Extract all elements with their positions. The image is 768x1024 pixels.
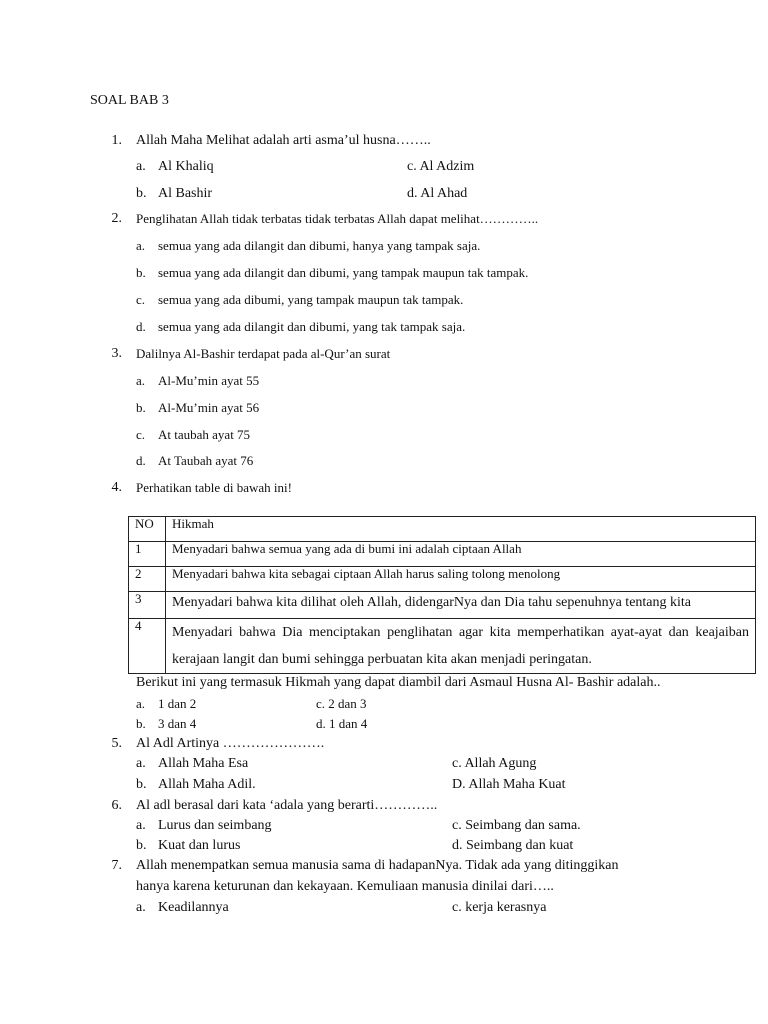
table-cell-hikmah: Menyadari bahwa kita dilihat oleh Allah, didengarNya dan Dia tahu sepenuhnya tentang kita [166, 592, 756, 619]
hikmah-table [128, 516, 756, 674]
question-number: 6. [111, 798, 122, 813]
question-text: Al Adl Artinya …………………. [136, 736, 325, 751]
option-c: c. Al Adzim [407, 159, 475, 174]
option-letter: a. [136, 818, 146, 833]
question-number: 5. [111, 736, 122, 751]
option-letter: a. [136, 373, 146, 388]
table-cell-hikmah: Menyadari bahwa Dia menciptakan penglihatan agar kita memperhatikan ayat-ayat dan keajaiban kerajaan langit dan bumi sehingga perbuatan kita akan menjadi peringatan. [166, 619, 756, 674]
table-cell-hikmah: Menyadari bahwa kita sebagai ciptaan Allah harus saling tolong menolong [166, 567, 756, 592]
option-letter: a. [136, 238, 146, 253]
question-number: 3. [111, 346, 122, 361]
question-text: Berikut ini yang termasuk Hikmah yang dapat diambil dari Asmaul Husna Al- Bashir adalah.. [136, 675, 661, 690]
option-letter: b. [136, 186, 147, 201]
option-a: Allah Maha Esa [158, 756, 249, 771]
table-header-row [129, 517, 756, 542]
option-d: D. Allah Maha Kuat [452, 777, 566, 792]
option-c: At taubah ayat 75 [158, 427, 251, 442]
option-letter: b. [136, 716, 146, 731]
table-row [129, 619, 756, 674]
question-number: 7. [111, 858, 122, 873]
question-text-continued: hanya karena keturunan dan kekayaan. Kemuliaan manusia dinilai dari….. [136, 879, 554, 894]
option-letter: b. [136, 777, 147, 792]
table-cell-hikmah: Menyadari bahwa semua yang ada di bumi ini adalah ciptaan Allah [166, 542, 756, 567]
table-header-hikmah: Hikmah [166, 517, 756, 542]
page-title: SOAL BAB 3 [90, 93, 169, 108]
option-a: semua yang ada dilangit dan dibumi, hanya yang tampak saja. [158, 238, 481, 253]
option-b: Al-Mu’min ayat 56 [158, 400, 260, 415]
option-d: semua yang ada dilangit dan dibumi, yang tak tampak saja. [158, 319, 466, 334]
option-letter: d. [136, 319, 146, 334]
question-number: 2. [111, 211, 122, 226]
option-d: At Taubah ayat 76 [158, 453, 254, 468]
question-text: Perhatikan table di bawah ini! [136, 480, 292, 495]
option-a: Lurus dan seimbang [158, 818, 272, 833]
question-text: Al adl berasal dari kata ‘adala yang berarti………….. [136, 798, 438, 813]
option-letter: a. [136, 159, 146, 174]
table-row [129, 567, 756, 592]
option-b: Al Bashir [158, 186, 213, 201]
option-letter: b. [136, 838, 147, 853]
option-b: Allah Maha Adil. [158, 777, 256, 792]
option-letter: a. [136, 900, 146, 915]
question-number: 1. [111, 133, 122, 148]
option-c: c. Allah Agung [452, 756, 537, 771]
option-b: Kuat dan lurus [158, 838, 241, 853]
table-row [129, 592, 756, 619]
option-letter: d. [136, 453, 146, 468]
option-letter: b. [136, 400, 146, 415]
option-letter: a. [136, 696, 146, 711]
option-d: d. Seimbang dan kuat [452, 838, 574, 853]
option-d: d. 1 dan 4 [316, 716, 368, 731]
option-letter: b. [136, 265, 146, 280]
option-letter: c. [136, 292, 146, 307]
option-a: Al-Mu’min ayat 55 [158, 373, 260, 388]
table-cell-no: 3 [129, 592, 166, 619]
option-b: 3 dan 4 [158, 716, 197, 731]
option-a: 1 dan 2 [158, 696, 197, 711]
option-b: semua yang ada dilangit dan dibumi, yang tampak maupun tak tampak. [158, 265, 529, 280]
question-text: Allah menempatkan semua manusia sama di hadapanNya. Tidak ada yang ditinggikan [136, 858, 619, 873]
option-c: c. Seimbang dan sama. [452, 818, 581, 833]
table-header-no: NO [129, 517, 166, 542]
table-cell-no: 1 [129, 542, 166, 567]
option-a: Al Khaliq [158, 159, 214, 174]
option-d: d. Al Ahad [407, 186, 468, 201]
table-row [129, 542, 756, 567]
option-letter: a. [136, 756, 146, 771]
option-c: c. kerja kerasnya [452, 900, 547, 915]
question-number: 4. [111, 480, 122, 495]
option-letter: c. [136, 427, 146, 442]
question-text: Penglihatan Allah tidak terbatas tidak terbatas Allah dapat melihat………….. [136, 211, 539, 226]
table-cell-no: 4 [129, 619, 166, 674]
question-text: Dalilnya Al-Bashir terdapat pada al-Qur’an surat [136, 346, 391, 361]
question-text: Allah Maha Melihat adalah arti asma’ul husna…….. [136, 133, 431, 148]
option-c: semua yang ada dibumi, yang tampak maupun tak tampak. [158, 292, 464, 307]
table-cell-no: 2 [129, 567, 166, 592]
option-c: c. 2 dan 3 [316, 696, 367, 711]
option-a: Keadilannya [158, 900, 229, 915]
